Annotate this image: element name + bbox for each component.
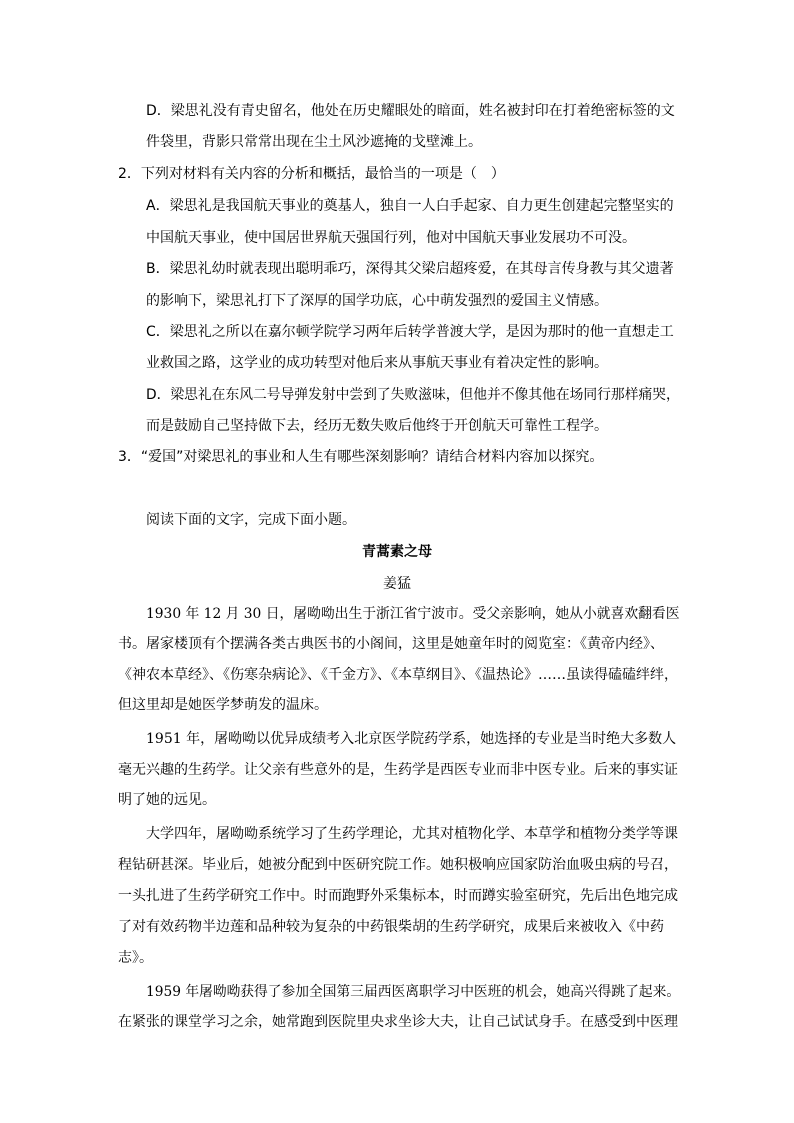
q2-option-d-line-2: 而是鼓励自己坚持做下去，经历无数失败后他终于开创航天可靠性工程学。 <box>146 418 608 434</box>
q2-option-a-line-1: A．梁思礼是我国航天事业的奠基人，独自一人白手起家、自力更生创建起完整坚实的 <box>146 198 674 214</box>
article-line: 在紧张的课堂学习之余，她常跑到医院里央求坐诊大夫，让自己试试身手。在感受到中医理 <box>118 1014 678 1030</box>
article-line: 书。屠家楼顶有个摆满各类古典医书的小阁间，这里是她童年时的阅览室：《黄帝内经》、 <box>118 636 664 652</box>
q2-option-a-line-2: 中国航天事业，使中国居世界航天强国行列，他对中国航天事业发展功不可没。 <box>146 230 636 246</box>
article-line: 明了她的远见。 <box>118 792 216 808</box>
q2-option-b-line-1: B．梁思礼幼时就表现出聪明乖巧，深得其父梁启超疼爱，在其母言传身教与其父遗著 <box>146 261 674 277</box>
q2-option-d-line-1: D．梁思礼在东风二号导弹发射中尝到了失败滋味，但他并不像其他在场同行那样痛哭， <box>146 387 680 403</box>
q2-stem: 2．下列对材料有关内容的分析和概括，最恰当的一项是（ ） <box>118 166 505 182</box>
article-line: 1959 年屠呦呦获得了参加全国第三届西医离职学习中医班的机会，她高兴得跳了起来。 <box>146 984 681 1000</box>
article-line: 程钻研甚深。毕业后，她被分配到中医研究院工作。她积极响应国家防治血吸虫病的号召， <box>118 857 678 873</box>
q2-option-c-line-2: 业救国之路，这学业的成功转型对他后来从事航天事业有着决定性的影响。 <box>146 355 608 371</box>
article-line: 1930 年 12 月 30 日，屠呦呦出生于浙江省宁波市。受父亲影响，她从小就喜欢翻看医 <box>146 606 680 622</box>
q2-option-c-line-1: C．梁思礼之所以在嘉尔顿学院学习两年后转学普渡大学，是因为那时的他一直想走工 <box>146 324 674 340</box>
article-line: 一头扎进了生药学研究工作中。时而跑野外采集标本，时而蹲实验室研究，先后出色地完成 <box>118 888 678 904</box>
article-line: 《神农本草经》、《伤寒杂病论》、《千金方》、《本草纲目》、《温热论》……虽读得磕磕绊绊， <box>118 667 678 683</box>
reading-instruction: 阅读下面的文字，完成下面小题。 <box>146 512 356 528</box>
article-line: 毫无兴趣的生药学。让父亲有些意外的是，生药学是西医专业而非中医专业。后来的事实证 <box>118 762 678 778</box>
q1-option-d-line-2: 件袋里，背影只常常出现在尘土风沙遮掩的戈壁滩上。 <box>146 134 482 150</box>
article-line: 大学四年，屠呦呦系统学习了生药学理论，尤其对植物化学、本草学和植物分类学等课 <box>146 826 678 842</box>
article-line: 了对有效药物半边莲和品种较为复杂的中药银柴胡的生药学研究，成果后来被收入《中药 <box>118 919 664 935</box>
article-line: 1951 年，屠呦呦以优异成绩考入北京医学院药学系，她选择的专业是当时绝大多数人 <box>146 731 677 747</box>
q2-option-b-line-2: 的影响下，梁思礼打下了深厚的国学功底，心中萌发强烈的爱国主义情感。 <box>146 293 608 309</box>
article-title: 青蒿素之母 <box>362 544 432 560</box>
q3-stem: 3．“爱国”对梁思礼的事业和人生有哪些深刻影响？请结合材料内容加以探究。 <box>118 449 604 465</box>
article-author: 姜猛 <box>383 576 411 592</box>
q1-option-d-line-1: D．梁思礼没有青史留名，他处在历史耀眼处的暗面，姓名被封印在打着绝密标签的文 <box>146 103 675 119</box>
article-line: 志》。 <box>118 950 153 966</box>
article-line: 但这里却是她医学梦萌发的温床。 <box>118 697 328 713</box>
